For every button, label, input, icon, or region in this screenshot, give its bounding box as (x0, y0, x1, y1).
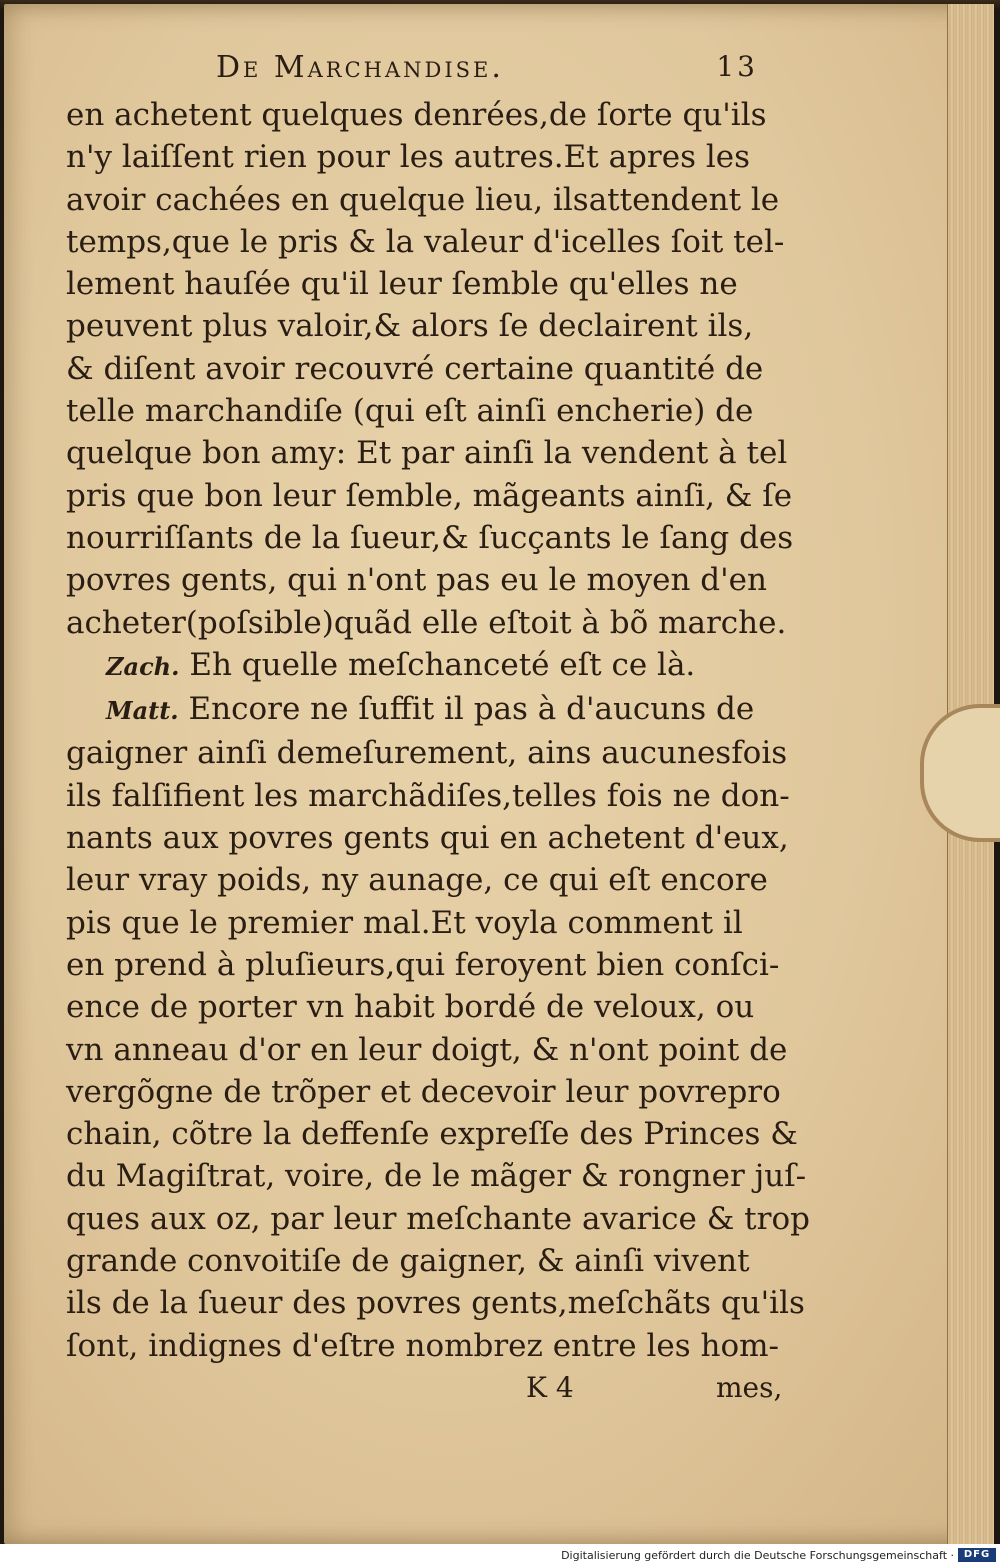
book-page (4, 4, 994, 1544)
text-line (66, 432, 786, 474)
footer-credit: Digitalisierung gefördert durch die Deutsche Forschungsgemeinschaft · (561, 1549, 954, 1562)
line-text: peuvent plus valoir,& alors ſe declairent ils, (66, 308, 754, 345)
text-line (66, 732, 786, 774)
line-text: ques aux oz, par leur meſchante avarice & trop (66, 1200, 810, 1237)
line-text: acheter(poſsible)quãd elle eſtoit à bõ marche. (66, 604, 787, 641)
text-line (66, 390, 786, 432)
text-line (66, 1155, 807, 1197)
line-text: avoir cachées en quelque lieu, ilsattendent le (66, 181, 780, 218)
page-clip (920, 704, 1000, 842)
text-line (66, 305, 786, 347)
line-text: pis que le premier mal.Et voyla comment il (66, 904, 743, 941)
line-text: povres gents, qui n'ont pas eu le moyen d'en (66, 562, 767, 599)
text-line (66, 1113, 798, 1155)
line-text: n'y laiſſent rien pour les autres.Et apres les (66, 139, 750, 176)
line-text: ils falſifient les marchãdiſes,telles fois ne don- (66, 777, 790, 814)
line-text: du Magiſtrat, voire, de le mãger & rongner juſ- (66, 1158, 807, 1195)
text-line (66, 1240, 786, 1282)
line-text: Eh quelle meſchanceté eſt ce là. (189, 646, 696, 683)
dfg-logo: DFG (958, 1548, 996, 1562)
catchword: mes, (716, 1370, 783, 1404)
text-line (66, 1282, 805, 1324)
line-text: nants aux povres gents qui en achetent d'eux, (66, 820, 789, 857)
text-line (66, 1198, 810, 1240)
text-line (66, 602, 786, 644)
line-text: leur vray poids, ny aunage, ce qui eſt encore (66, 862, 768, 899)
text-line (66, 902, 786, 944)
text-line (66, 1029, 786, 1071)
body-text (66, 94, 810, 1367)
line-text: nourriſſants de la ſueur,& ſucçants le ſang des (66, 519, 794, 556)
signature-mark: K 4 (526, 1370, 574, 1404)
text-line (66, 1071, 786, 1113)
text-line (66, 775, 790, 817)
speaker-label: Zach. (106, 651, 180, 681)
line-text: quelque bon amy: Et par ainſi la vendent à tel (66, 435, 788, 472)
page-number: 13 (716, 50, 758, 83)
text-line (66, 136, 786, 178)
line-text: ils de la ſueur des povres gents,meſchãts qu'ils (66, 1285, 805, 1322)
line-text: vn anneau d'or en leur doigt, & n'ont point de (66, 1031, 788, 1068)
text-line (66, 475, 793, 517)
text-line (66, 1325, 786, 1367)
text-line (66, 348, 786, 390)
text-block (66, 44, 810, 1411)
running-title: De Marchandise. (216, 50, 504, 85)
digitization-footer (0, 1544, 1000, 1566)
text-line (66, 221, 786, 263)
line-text: gaigner ainſi demeſurement, ains aucunesfois (66, 735, 788, 772)
text-line (66, 263, 786, 305)
line-text: ence de porter vn habit bordé de veloux, ou (66, 989, 755, 1026)
text-line (66, 644, 786, 688)
text-line (66, 179, 786, 221)
line-text: en prend à pluſieurs,qui feroyent bien conſci- (66, 946, 780, 983)
line-text: & diſent avoir recouvré certaine quantité de (66, 350, 764, 387)
text-line (66, 817, 789, 859)
signature-row (66, 1367, 786, 1411)
line-text: ſont, indignes d'eſtre nombrez entre les hom- (66, 1327, 780, 1364)
speaker-label: Matt. (106, 696, 179, 726)
line-text: pris que bon leur ſemble, mãgeants ainſi, & ſe (66, 477, 793, 514)
text-line (66, 559, 786, 601)
line-text: lement hauſée qu'il leur ſemble qu'elles ne (66, 266, 738, 303)
text-line (66, 986, 786, 1028)
running-head (66, 44, 786, 94)
line-text: grande convoitiſe de gaigner, & ainſi vivent (66, 1243, 750, 1280)
text-line (66, 859, 786, 901)
line-text: temps,que le pris & la valeur d'icelles ſoit tel- (66, 223, 785, 260)
text-line (66, 94, 786, 136)
line-text: chain, cõtre la deffenſe expreſſe des Princes & (66, 1116, 798, 1153)
text-line (66, 944, 786, 986)
line-text: en achetent quelques denrées,de ſorte qu'ils (66, 97, 767, 133)
line-text: vergõgne de trõper et decevoir leur povrepro (66, 1073, 781, 1110)
text-line (66, 517, 794, 559)
line-text: telle marchandiſe (qui eſt ainſi encherie) de (66, 393, 754, 430)
text-line (66, 688, 786, 732)
line-text: Encore ne ſuffit il pas à d'aucuns de (188, 691, 755, 728)
